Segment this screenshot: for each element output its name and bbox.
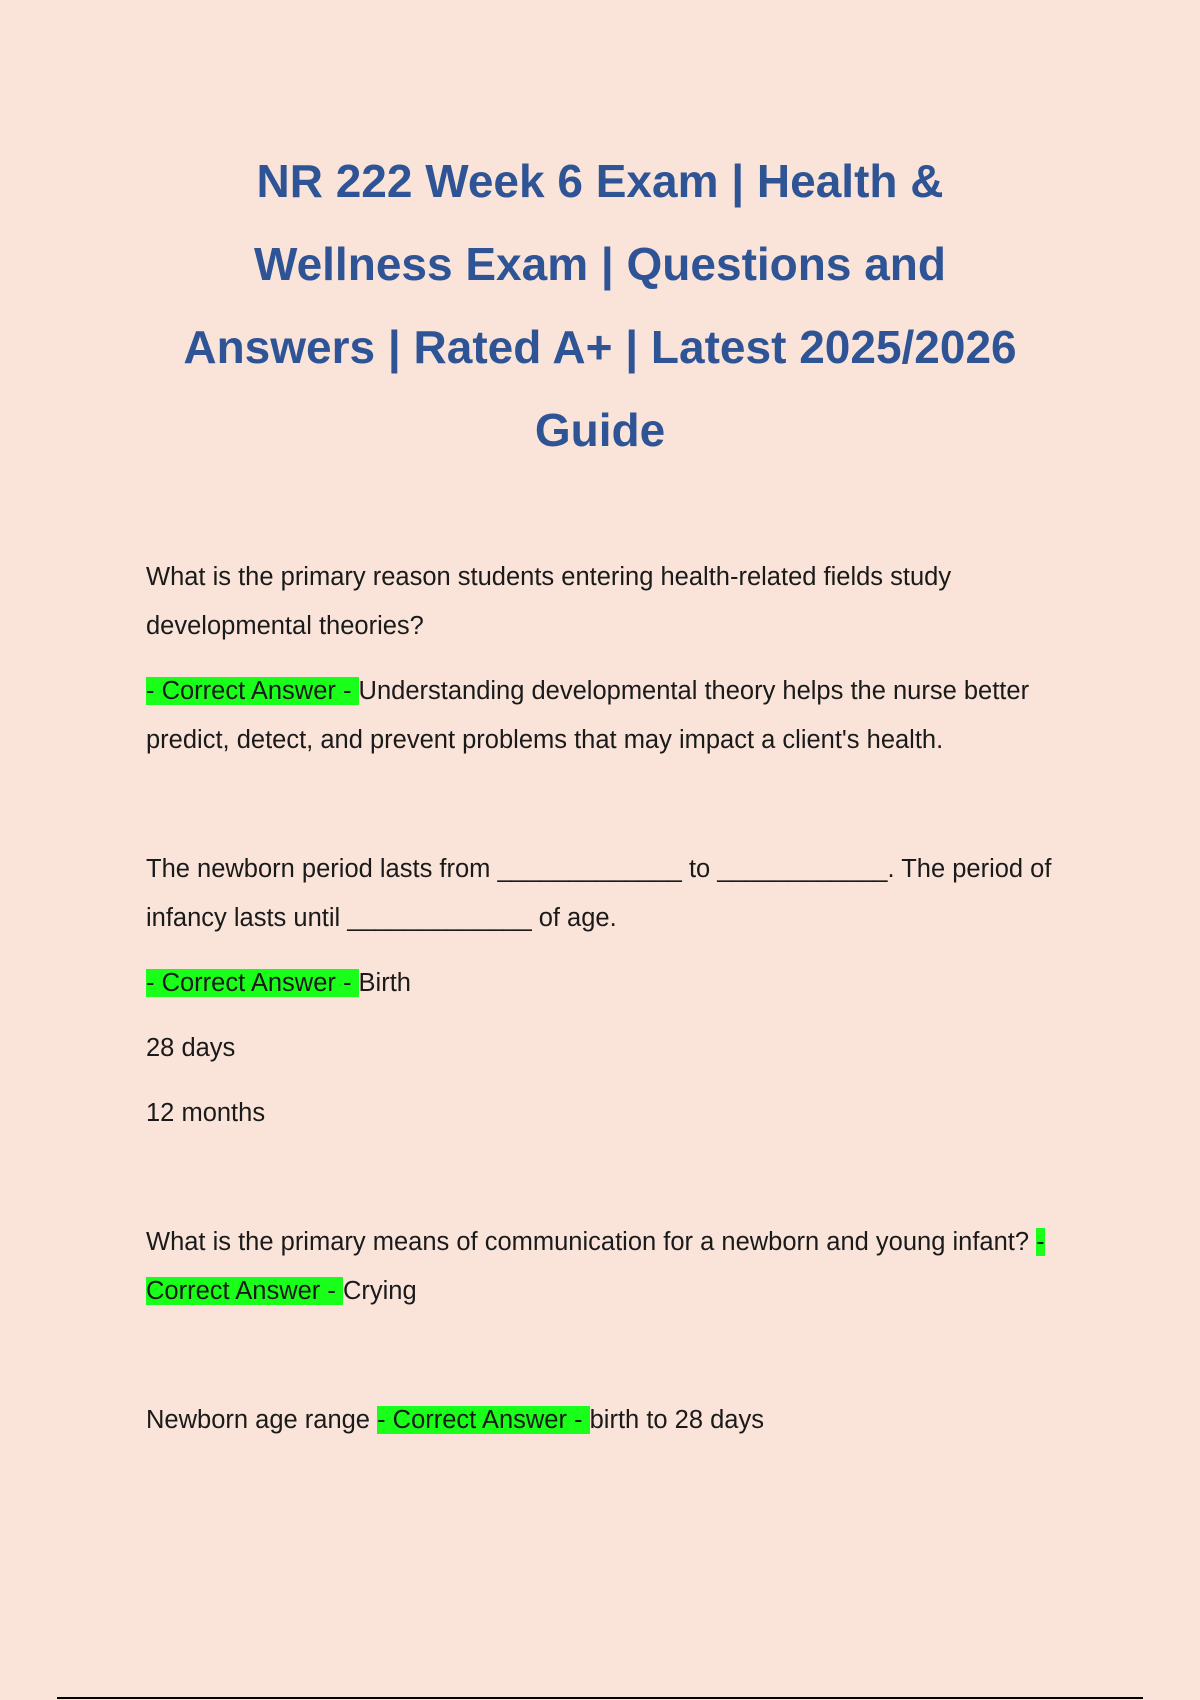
title-line: Guide	[534, 404, 666, 456]
qa-paragraph	[146, 1396, 1066, 1445]
answer-text: Understanding developmental theory helps the nurse better predict, detect, and prevent problems that may impact a client's health.	[146, 677, 1030, 754]
title-line: NR 222 Week 6 Exam | Health &	[256, 155, 944, 207]
answer-extra-line: 28 days	[146, 1034, 236, 1062]
answer-text: Birth	[358, 969, 411, 997]
correct-answer-highlight: - Correct Answer -	[146, 677, 359, 705]
question-text: Newborn age range	[146, 1406, 370, 1434]
bottom-divider	[57, 1697, 1143, 1699]
qa-list	[146, 553, 1066, 1445]
answer-text: Crying	[342, 1277, 417, 1305]
correct-answer-highlight: - Correct Answer -	[146, 969, 359, 997]
question-text: The newborn period lasts from _____________ to ____________. The period of infancy lasts until _____________ of age.	[146, 855, 1052, 932]
question-text: What is the primary reason students entering health-related fields study developmental theories?	[146, 563, 952, 640]
document-title	[130, 140, 1070, 472]
question-text: What is the primary means of communication for a newborn and young infant?	[146, 1228, 1030, 1256]
answer-text: birth to 28 days	[589, 1406, 764, 1434]
answer-paragraph	[146, 667, 1066, 765]
answer-extra-line: 12 months	[146, 1099, 266, 1127]
correct-answer-highlight: - Correct Answer -	[377, 1406, 590, 1434]
qa-paragraph	[146, 1218, 1066, 1316]
title-line: Wellness Exam | Questions and	[253, 238, 947, 290]
answer-paragraph	[146, 959, 1066, 1008]
correct-answer-highlight: - Correct Answer -	[146, 1228, 1045, 1305]
title-line: Answers | Rated A+ | Latest 2025/2026	[183, 321, 1017, 373]
